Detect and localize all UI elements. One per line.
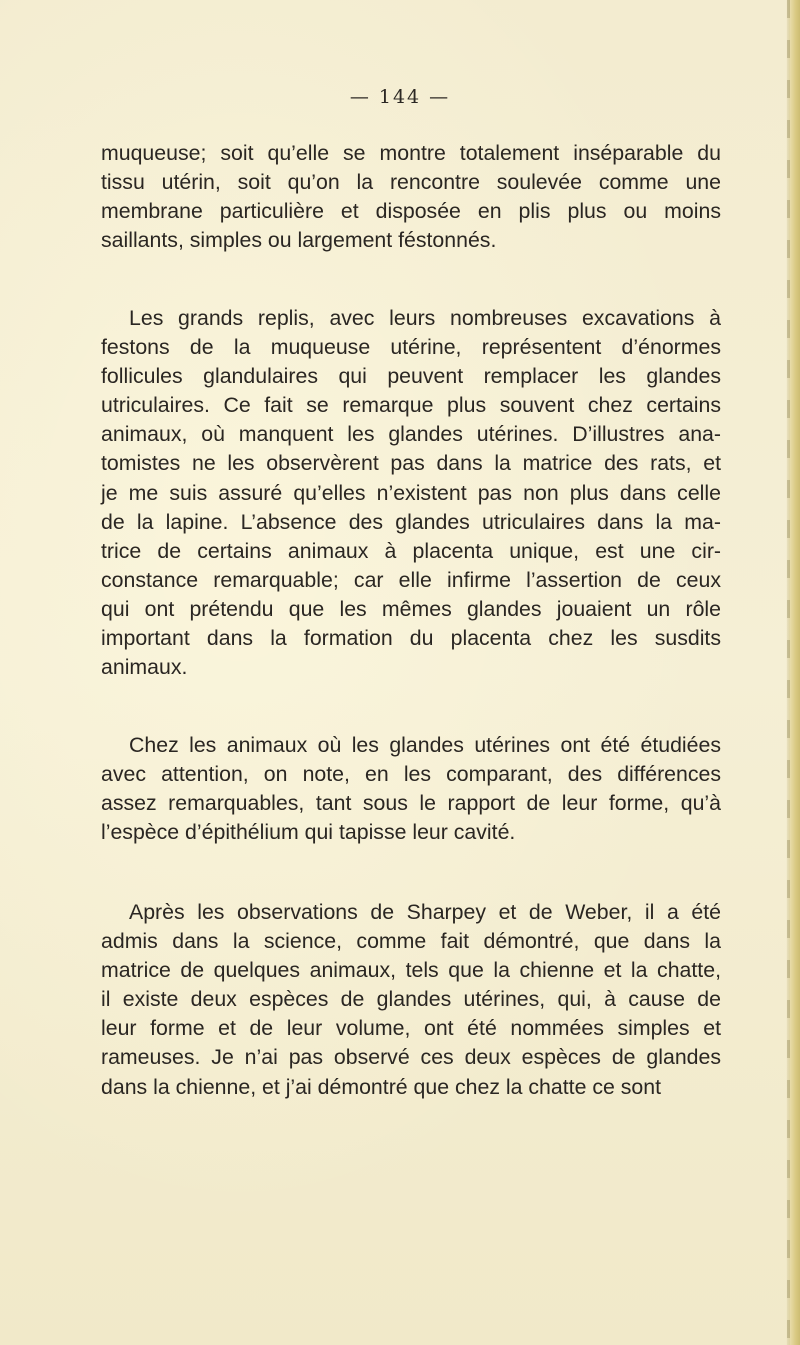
text-line: il existe deux espèces de glandes utérines, qui, à cause de [101, 987, 721, 1012]
text-line: assez remarquables, tant sous le rapport de leur forme, qu’à [101, 791, 721, 816]
paragraph-1 [101, 139, 721, 255]
text-line: tomistes ne les observèrent pas dans la matrice des rats, et [101, 451, 721, 476]
text-line: admis dans la science, comme fait démontré, que dans la [101, 929, 721, 954]
text-line: Les grands replis, avec leurs nombreuses excavations à [129, 306, 721, 330]
text-line: avec attention, on note, en les comparant, des différences [101, 762, 721, 787]
text-line: leur forme et de leur volume, ont été nommées simples et [101, 1016, 721, 1041]
page-edge-shadow [787, 0, 790, 1345]
text-line: l’espèce d’épithélium qui tapisse leur cavité. [101, 820, 516, 845]
text-line: saillants, simples ou largement féstonnés. [101, 228, 497, 253]
paragraph-2 [101, 304, 721, 682]
text-line: matrice de quelques animaux, tels que la chienne et la chatte, [101, 958, 721, 983]
page-number: — 144 — [349, 86, 451, 108]
text-line: Chez les animaux où les glandes utérines ont été étudiées [129, 733, 721, 757]
text-line: je me suis assuré qu’elles n’existent pas non plus dans celle [101, 480, 721, 505]
text-line: follicules glandulaires qui peuvent remplacer les glandes [101, 364, 721, 389]
paragraph-3 [101, 731, 721, 847]
text-line: utriculaires. Ce fait se remarque plus souvent chez certains [101, 393, 721, 418]
text-line: constance remarquable; car elle infirme l’assertion de ceux [101, 567, 721, 592]
text-line: animaux. [101, 655, 188, 680]
text-line: festons de la muqueuse utérine, représentent d’énormes [101, 335, 721, 360]
text-line: qui ont prétendu que les mêmes glandes jouaient un rôle [101, 596, 721, 621]
text-line: Après les observations de Sharpey et de Weber, il a été [129, 900, 721, 924]
text-line: dans la chienne, et j’ai démontré que chez la chatte ce sont [101, 1074, 661, 1099]
text-line: animaux, où manquent les glandes utérines. D’illustres ana- [101, 422, 721, 447]
text-line: important dans la formation du placenta chez les susdits [101, 626, 721, 651]
text-line: membrane particulière et disposée en plis plus ou moins [101, 199, 721, 224]
text-line: muqueuse; soit qu’elle se montre totalement inséparable du [101, 141, 721, 165]
paragraph-4 [101, 898, 721, 1102]
text-line: tissu utérin, soit qu’on la rencontre soulevée comme une [101, 170, 721, 195]
text-line: de la lapine. L’absence des glandes utriculaires dans la ma- [101, 509, 721, 534]
text-line: trice de certains animaux à placenta unique, est une cir- [101, 538, 721, 563]
text-line: rameuses. Je n’ai pas observé ces deux espèces de glandes [101, 1045, 721, 1070]
